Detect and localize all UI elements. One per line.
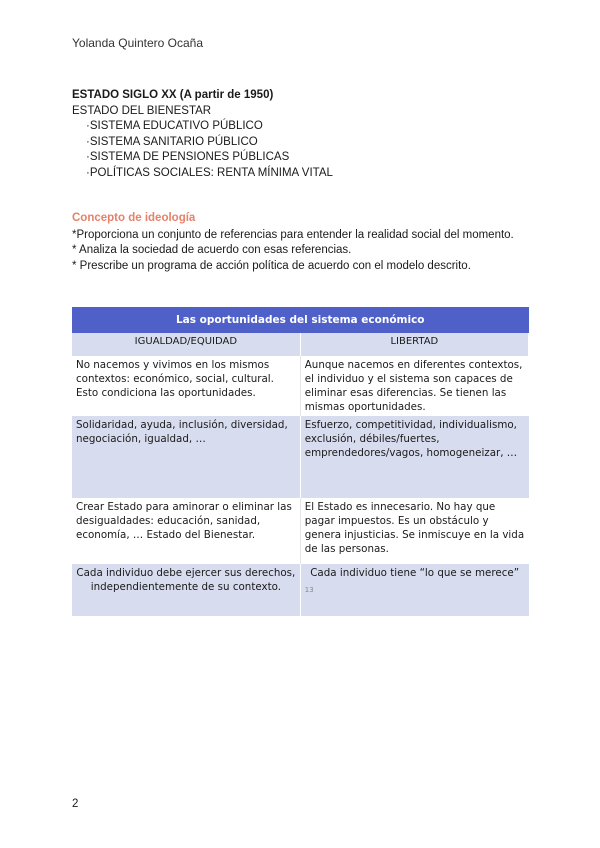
section-title: ESTADO SIGLO XX (A partir de 1950) (72, 89, 274, 101)
ideology-section (72, 211, 532, 274)
table-row (72, 564, 529, 616)
table-cell: Aunque nacemos en diferentes contextos, el individuo y el sistema son capaces de eliminar esas diferencias. Se tienen las mismas oportunidades. (300, 356, 528, 416)
welfare-item: · SISTEMA DE PENSIONES PÚBLICAS (86, 150, 542, 166)
ideology-heading: Concepto de ideología (72, 212, 196, 224)
table-cell: Esfuerzo, competitividad, individualismo, exclusión, débiles/fuertes, emprendedores/vagos, homogeneizar, … (300, 416, 528, 498)
welfare-item: · SISTEMA EDUCATIVO PÚBLICO (86, 119, 542, 135)
table-cell: El Estado es innecesario. No hay que pagar impuestos. Es un obstáculo y genera injusticias. Se inmiscuye en la vida de las personas. (300, 498, 528, 564)
ideology-line: * Prescribe un programa de acción política de acuerdo con el modelo descrito. (72, 259, 471, 272)
table-cell: Cada individuo debe ejercer sus derechos, independientemente de su contexto. (72, 564, 300, 616)
table-cell: No nacemos y vivimos en los mismos contextos: económico, social, cultural. Esto condiciona las oportunidades. (72, 356, 300, 416)
welfare-item: · POLÍTICAS SOCIALES: RENTA MÍNIMA VITAL (86, 166, 542, 182)
section-subtitle: ESTADO DEL BIENESTAR (72, 104, 212, 117)
welfare-item: · SISTEMA SANITARIO PÚBLICO (86, 135, 542, 151)
table-cell: Crear Estado para aminorar o eliminar las desigualdades: educación, sanidad, economía, … Estado del Bienestar. (72, 498, 300, 564)
column-header-freedom: LIBERTAD (300, 333, 528, 356)
slide-number: 13 (304, 586, 314, 594)
column-header-equality: IGUALDAD/EQUIDAD (72, 333, 300, 356)
table-cell-with-slide-number (300, 564, 528, 616)
state-section (72, 88, 542, 181)
table-cell: Solidaridad, ayuda, inclusión, diversidad, negociación, igualdad, … (72, 416, 300, 498)
table-cell-text: Cada individuo tiene “lo que se merece” (310, 567, 520, 579)
ideology-line: *Proporciona un conjunto de referencias para entender la realidad social del momento. (72, 228, 514, 241)
author-name: Yolanda Quintero Ocaña (72, 36, 203, 50)
opportunities-table (72, 307, 529, 616)
welfare-list (72, 119, 542, 181)
ideology-line: * Analiza la sociedad de acuerdo con esas referencias. (72, 244, 352, 256)
page-number: 2 (72, 798, 79, 810)
table-row (72, 416, 529, 498)
table-title: Las oportunidades del sistema económico (72, 307, 529, 333)
table-row (72, 356, 529, 416)
table-row (72, 498, 529, 564)
